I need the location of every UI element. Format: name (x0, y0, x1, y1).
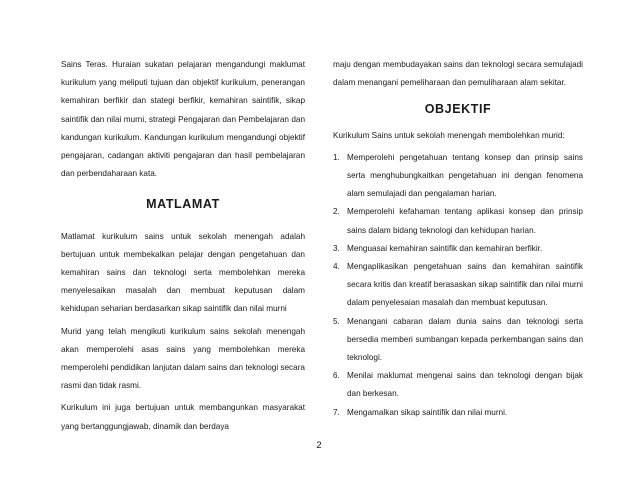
list-item (333, 258, 583, 313)
list-number: 5. (333, 316, 340, 326)
list-item (333, 240, 583, 258)
objektif-intro: Kurikulum Sains untuk sekolah menengah membolehkan murid: (333, 130, 565, 140)
list-text: Memperolehi pengetahuan tentang konsep dan prinsip sains serta menghubungkaitkan pengetahuan ini dengan fenomena alam semulajadi dan pengalaman harian. (347, 152, 583, 199)
left-column (61, 56, 305, 440)
list-text: Memperolehi kefahaman tentang aplikasi konsep dan prinsip sains dalam bidang teknologi dan kehidupan harian. (347, 207, 583, 235)
list-number: 3. (333, 243, 340, 253)
matlamat-paragraph-1: Matlamat kurikulum sains untuk sekolah menengah adalah bertujuan untuk membekalkan pelajar dengan pengetahuan dan kemahiran sains dan teknologi serta membolehkan mereka menyelesaikan masalah dan membuat keputusan dalam kehidupan seharian berdasarkan sikap saintifik dan nilai murni (61, 231, 305, 314)
list-text: Mengaplikasikan pengetahuan sains dan kemahiran saintifik secara kritis dan kreatif berasaskan sikap saintifik dan nilai murni dalam penyelesaian masalah dan membuat keputusan. (347, 262, 583, 308)
list-item (333, 149, 583, 204)
intro-paragraph: Sains Teras. Huraian sukatan pelajaran mengandungi maklumat kurikulum yang meliputi tujuan dan objektif kurikulum, penerangan kemahiran berfikir dan stategi berfikir, kemahiran saintifik, sikap saintifik dan nilai murni, strategi Pengajaran dan Pembelajaran dan kandungan kurikulum. Kandungan kurikulum mengandungi objektif pengajaran, cadangan aktiviti pengajaran dan hasil pembelajaran dan perbendaharaan kata. (61, 60, 305, 179)
continued-paragraph: maju dengan membudayakan sains dan teknologi secara semulajadi dalam menangani pemeliharaan dan pemuliharaan alam sekitar. (333, 60, 583, 88)
list-text: Menilai maklumat mengenai sains dan teknologi dengan bijak dan berkesan. (347, 371, 583, 399)
heading-matlamat: MATLAMAT (146, 197, 220, 212)
list-item (333, 203, 583, 239)
list-item (333, 313, 583, 368)
list-number: 2. (333, 207, 340, 217)
list-number: 4. (333, 262, 340, 272)
list-number: 1. (333, 152, 340, 162)
list-text: Menguasai kemahiran saintifik dan kemahiran berfikir. (347, 243, 543, 253)
objective-list (333, 149, 583, 422)
matlamat-paragraph-2: Murid yang telah mengikuti kurikulum sains sekolah menengah akan memperolehi asas sains yang membolehkan mereka memperolehi pendidikan lanjutan dalam sains dan teknologi secara rasmi dan tidak rasmi. (61, 326, 305, 391)
list-item (333, 367, 583, 403)
matlamat-paragraph-3: Kurikulum ini juga bertujuan untuk membangunkan masyarakat yang bertanggungjawab, dinamik dan berdaya (61, 403, 305, 431)
list-number: 7. (333, 407, 340, 417)
list-number: 6. (333, 371, 340, 381)
list-text: Mengamalkan sikap saintifik dan nilai murni. (347, 407, 508, 417)
list-item (333, 404, 583, 422)
right-column (333, 56, 583, 422)
list-text: Menangani cabaran dalam dunia sains dan teknologi serta bersedia memberi sumbangan kepada perkembangan sains dan teknologi. (347, 316, 583, 363)
heading-objektif: OBJEKTIF (424, 102, 492, 117)
page-number: 2 (316, 440, 322, 451)
